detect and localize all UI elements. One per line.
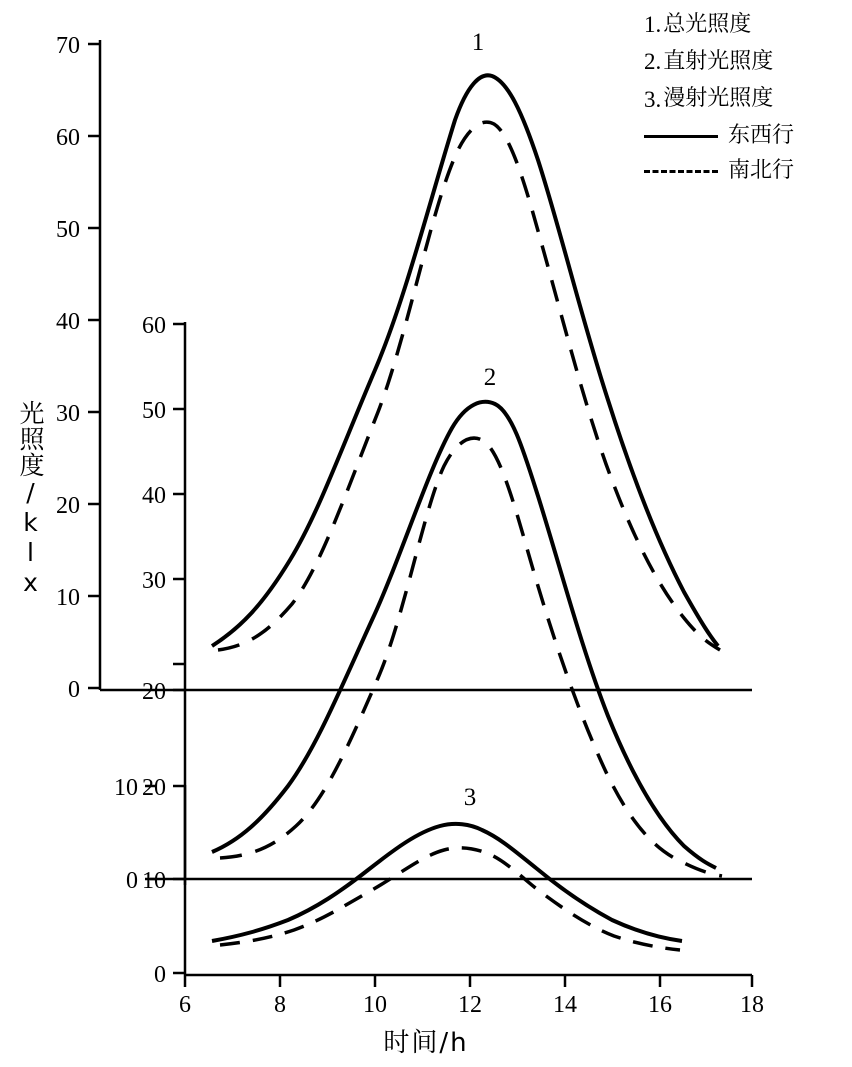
x-ticks [185, 975, 752, 987]
legend [644, 6, 844, 189]
curve-3-solid [212, 824, 682, 941]
panel3-tick-0: 0 [154, 962, 166, 988]
legend-item-1 [644, 6, 844, 43]
panel2-tick-20: 20 [142, 679, 166, 705]
panel1-y-ticks [88, 44, 100, 688]
panel2-tick-50: 50 [142, 398, 166, 424]
panel1-tick-50: 50 [56, 217, 80, 243]
panel1-tick-0: 0 [68, 677, 80, 703]
x-tick-14: 14 [553, 992, 577, 1018]
panel2-y-ticks [173, 324, 185, 690]
legend-line-solid [644, 118, 844, 154]
x-tick-8: 8 [274, 992, 286, 1018]
legend-item-3-label: 漫射光照度 [663, 86, 774, 112]
curve-1-dashed [218, 122, 720, 650]
y-axis-title: 光照度/klx [16, 400, 45, 598]
curve-label-2: 2 [483, 364, 497, 391]
x-axis-title: 时间/h [383, 1028, 469, 1058]
panel3-left-tick-10: 10 [114, 775, 138, 801]
dashed-line-icon [644, 165, 718, 177]
panel3-tick-10: 10 [142, 868, 166, 894]
curve-3-dashed [220, 848, 680, 950]
curve-label-3: 3 [463, 784, 477, 811]
panel1-tick-30: 30 [56, 401, 80, 427]
legend-item-1-label: 总光照度 [663, 11, 752, 37]
panel2-tick-40: 40 [142, 483, 166, 509]
x-tick-6: 6 [179, 992, 191, 1018]
panel1-tick-70: 70 [56, 33, 80, 59]
x-tick-12: 12 [458, 992, 482, 1018]
legend-item-1-number: 1. [644, 12, 662, 37]
panel3-left-tick-0: 0 [126, 868, 138, 894]
panel1-tick-40: 40 [56, 309, 80, 335]
curve-1-solid [212, 75, 718, 646]
legend-line-solid-label: 东西行 [728, 122, 795, 148]
legend-item-2 [644, 43, 844, 80]
legend-item-2-label: 直射光照度 [663, 49, 774, 75]
panel2-tick-60: 60 [142, 313, 166, 339]
panel2-tick-30: 30 [142, 568, 166, 594]
panel1-tick-60: 60 [56, 125, 80, 151]
panel1-tick-10: 10 [56, 585, 80, 611]
legend-item-3-number: 3. [644, 86, 662, 112]
legend-line-dashed-label: 南北行 [728, 158, 795, 184]
legend-line-dashed [644, 153, 844, 189]
solid-line-icon [644, 130, 718, 142]
legend-item-2-number: 2. [644, 49, 662, 75]
x-tick-16: 16 [648, 992, 672, 1018]
curve-label-1: 1 [471, 29, 485, 56]
legend-item-3 [644, 81, 844, 118]
panel3-tick-20: 20 [142, 775, 166, 801]
x-tick-10: 10 [363, 992, 387, 1018]
x-tick-18: 18 [740, 992, 764, 1018]
panel1-tick-20: 20 [56, 493, 80, 519]
